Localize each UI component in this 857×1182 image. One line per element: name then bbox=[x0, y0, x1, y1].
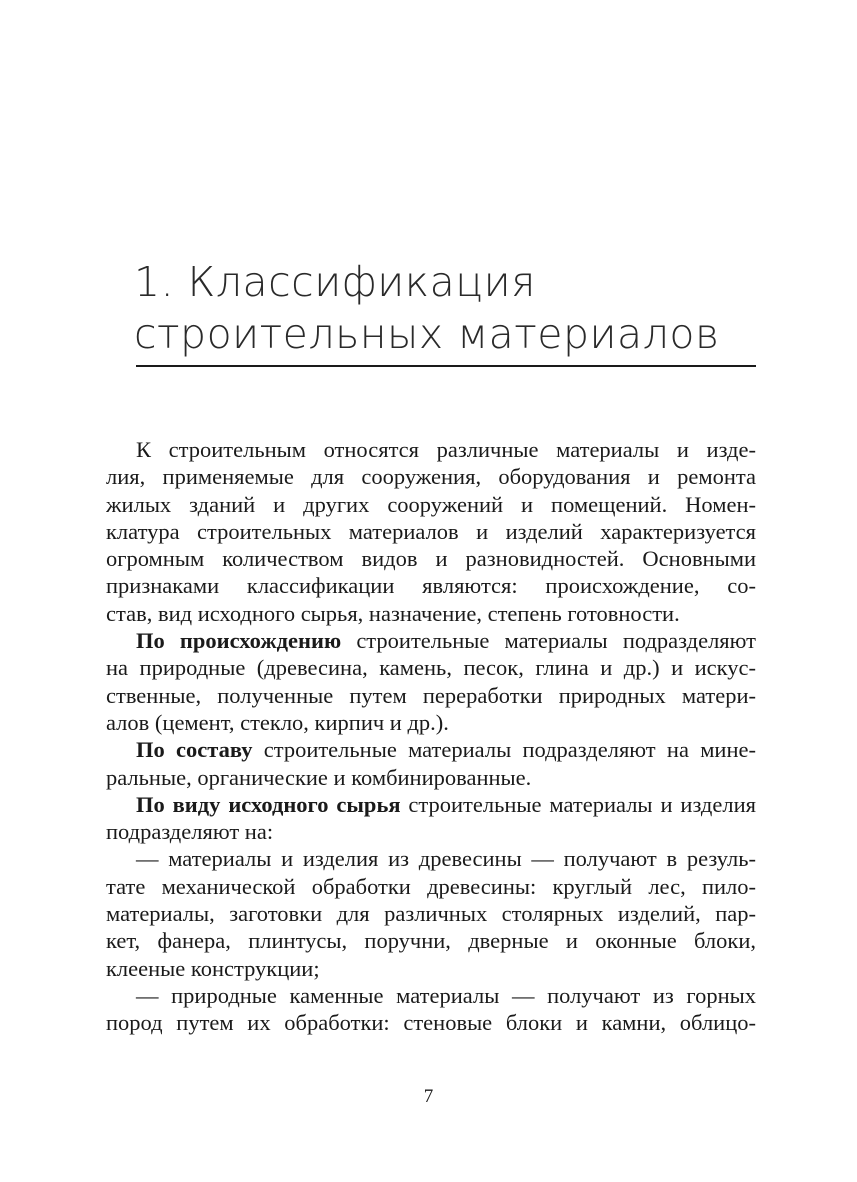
origin-line1-rest: строительные материалы подразделяют bbox=[341, 628, 756, 654]
text-line: подразделяют на: bbox=[106, 819, 274, 845]
text-line: лия, применяемые для сооружения, оборудования и ремонта bbox=[106, 464, 756, 490]
page-number: 7 bbox=[423, 1086, 434, 1107]
text-line: жилых зданий и других сооружений и помещений. Номен- bbox=[106, 491, 756, 517]
text-line: — материалы и изделия из древесины — получают в резуль- bbox=[136, 846, 756, 872]
text-line: на природные (древесина, камень, песок, глина и др.) и искус- bbox=[106, 655, 756, 681]
text-line: клееные конструкции; bbox=[106, 955, 320, 981]
text-line: тате механической обработки древесины: круглый лес, пило- bbox=[106, 873, 756, 899]
text-line: кет, фанера, плинтусы, поручни, дверные и оконные блоки, bbox=[106, 928, 756, 954]
raw-line1-rest: строительные материалы и изделия bbox=[400, 791, 756, 817]
text-line: ральные, органические и комбинированные. bbox=[106, 764, 532, 790]
term-raw: По виду исходного сырья bbox=[136, 791, 401, 817]
text-line: пород путем их обработки: стеновые блоки и камни, облицо- bbox=[106, 1010, 756, 1036]
text-line bbox=[106, 791, 756, 818]
text-line: — природные каменные материалы — получают из горных bbox=[136, 982, 756, 1008]
text-line bbox=[106, 736, 756, 763]
text-line: огромным количеством видов и разновидностей. Основными bbox=[106, 546, 756, 572]
text-line: ственные, полученные путем переработки природных матери- bbox=[106, 682, 756, 708]
composition-line1-rest: строительные материалы подразделяют на мине- bbox=[252, 737, 756, 763]
chapter-heading bbox=[134, 256, 756, 360]
text-line: алов (цемент, стекло, кирпич и др.). bbox=[106, 709, 449, 735]
chapter-title-line-1: 1. Классификация bbox=[134, 258, 536, 306]
text-line: материалы, заготовки для различных столярных изделий, пар- bbox=[106, 901, 756, 927]
text-line: став, вид исходного сырья, назначение, степень готовности. bbox=[106, 600, 680, 626]
text-line bbox=[106, 627, 756, 654]
heading-underline bbox=[136, 365, 756, 367]
text-line: клатура строительных материалов и изделий характеризуется bbox=[106, 518, 756, 544]
term-composition: По составу bbox=[136, 737, 253, 763]
chapter-title-line-2: строительных материалов bbox=[134, 310, 720, 358]
text-line: признаками классификации являются: происхождение, со- bbox=[106, 573, 756, 599]
term-origin: По происхождению bbox=[136, 628, 342, 654]
body-text bbox=[106, 436, 756, 1037]
text-line: К строительным относятся различные материалы и изде- bbox=[136, 437, 756, 462]
